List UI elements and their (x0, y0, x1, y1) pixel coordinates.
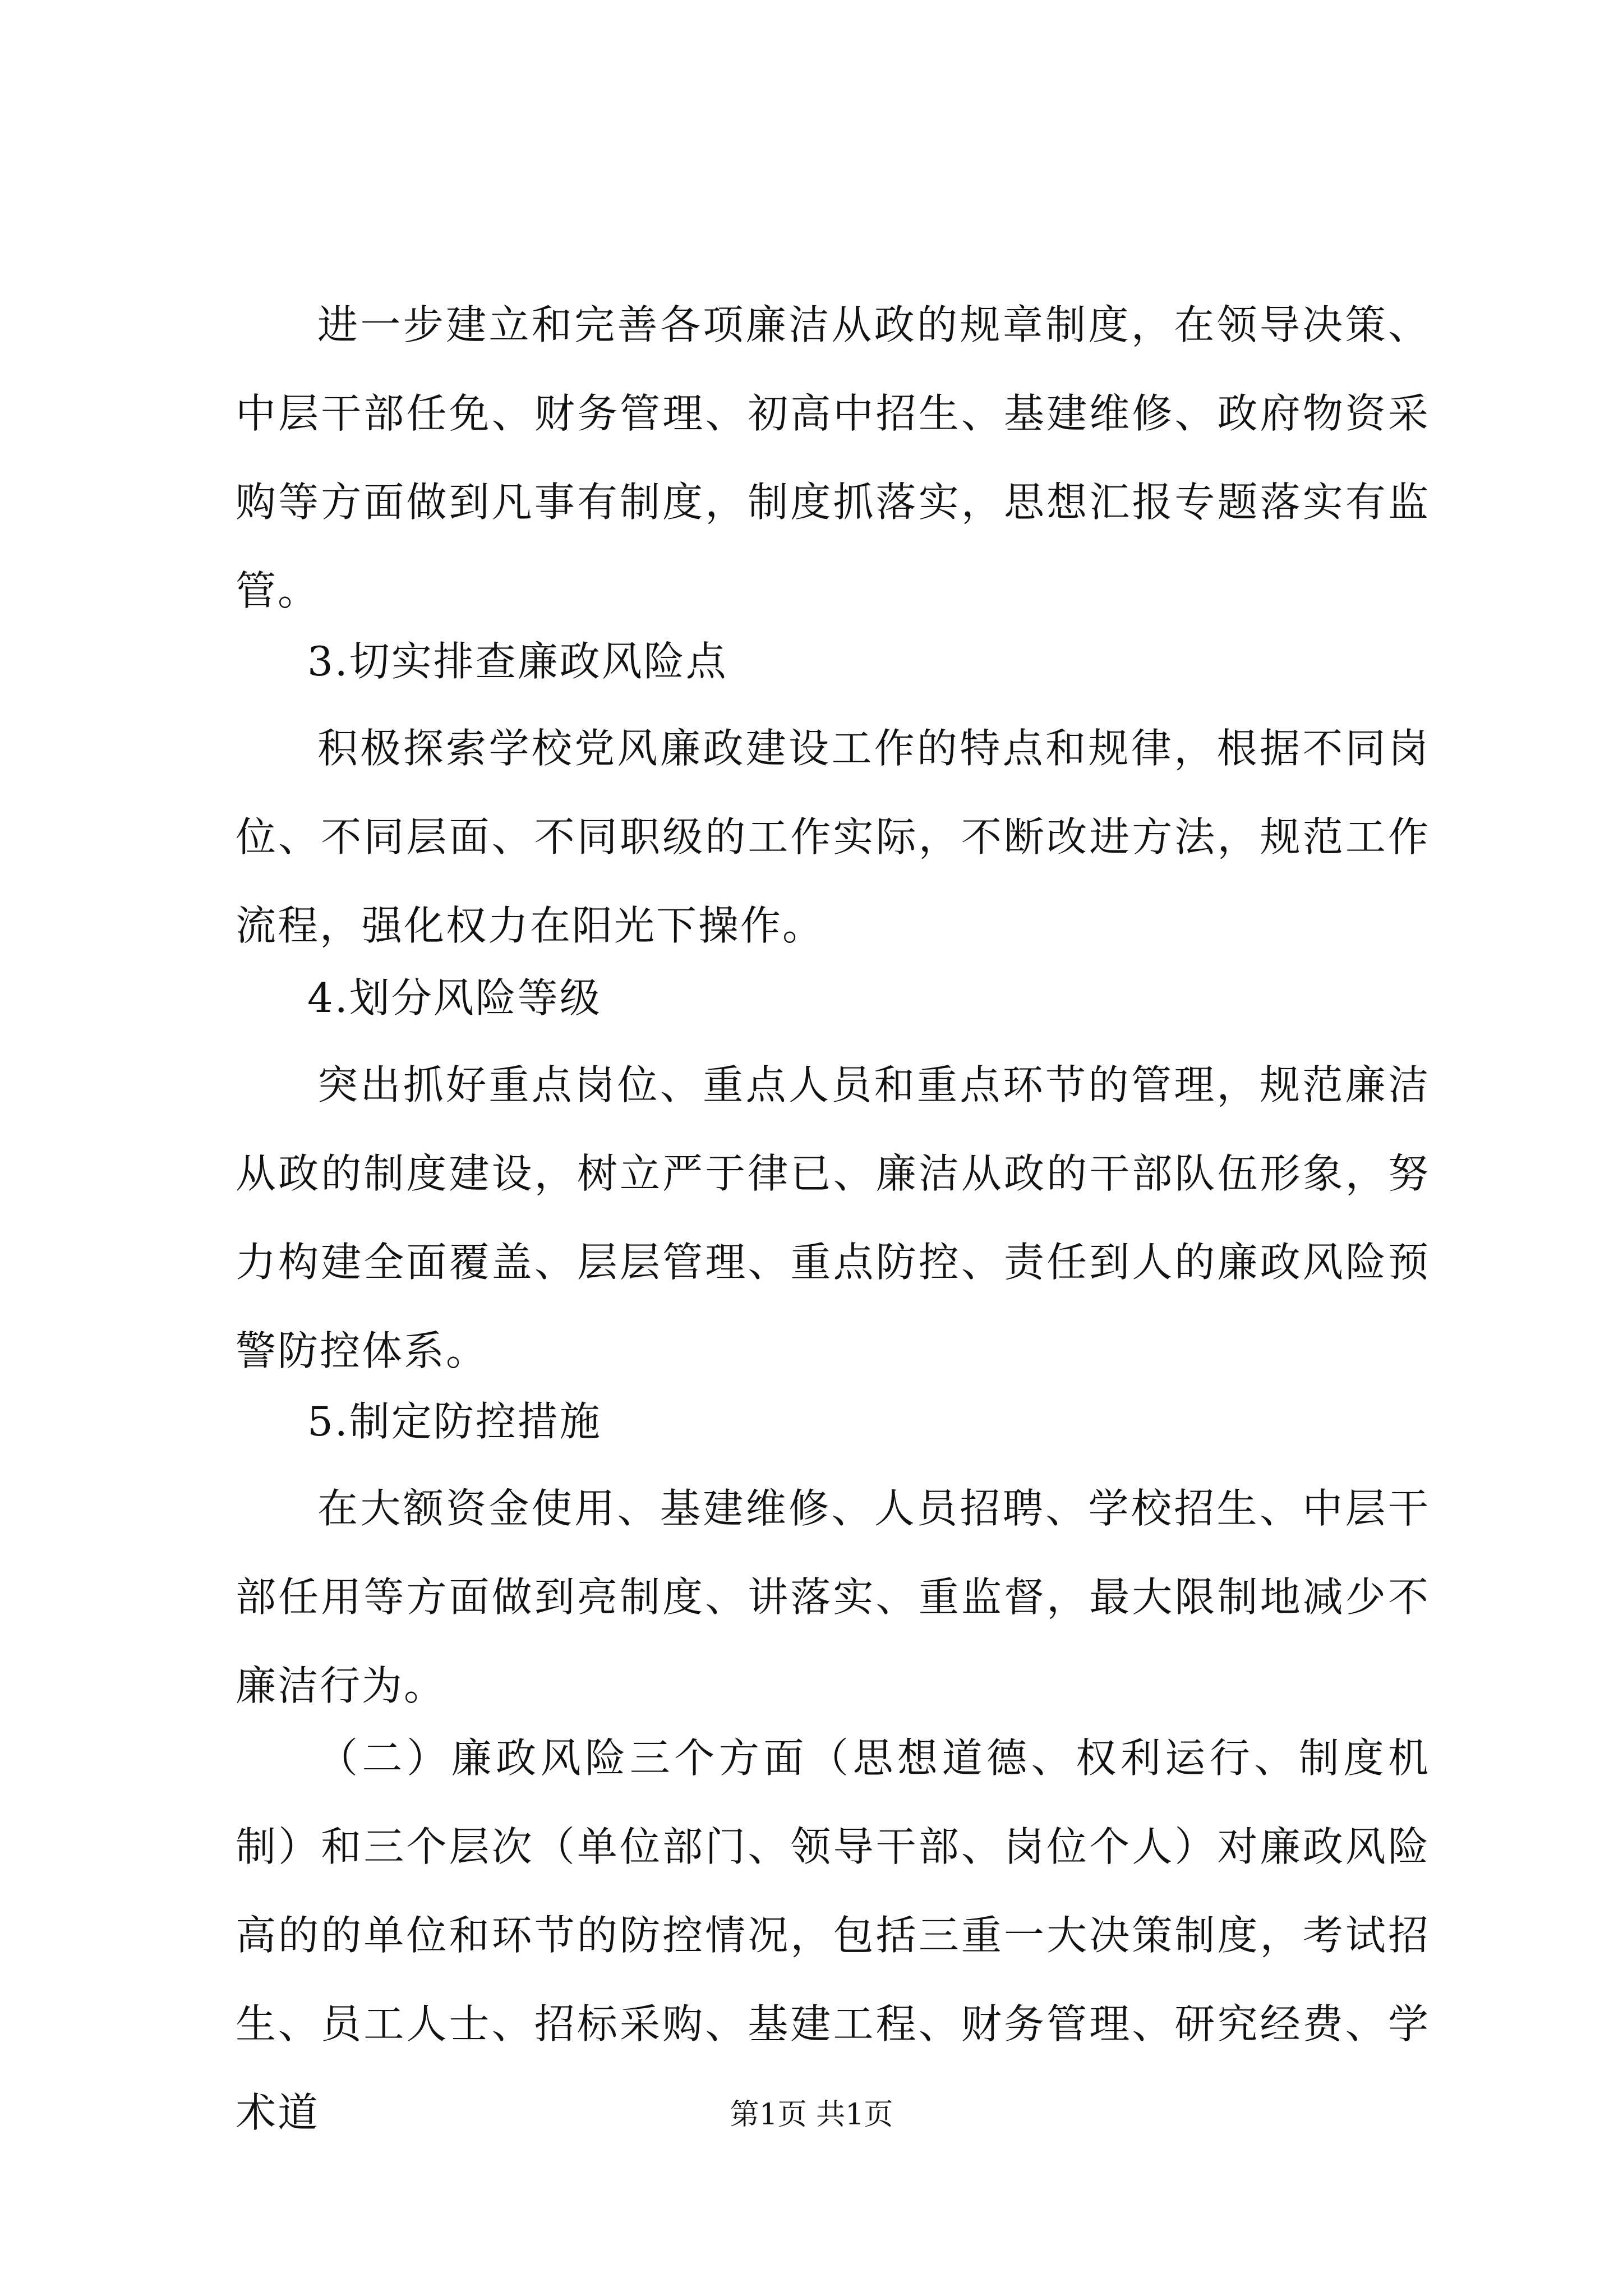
heading-section-5: 5.制定防控措施 (307, 1398, 602, 1445)
paragraph-risk-levels: 突出抓好重点岗位、重点人员和重点环节的管理，规范廉洁从政的制度建设，树立严于律已、廉洁从政的干部队伍形象，努力构建全面覆盖、层层管理、重点防控、责任到人的廉政风险预警防控体系。 (236, 1061, 1430, 1374)
paragraph-risk-investigation: 积极探索学校党风廉政建设工作的特点和规律，根据不同岗位、不同层面、不同职级的工作实际，不断改进方法，规范工作流程，强化权力在阳光下操作。 (236, 725, 1430, 949)
paragraph-regulations: 进一步建立和完善各项廉洁从政的规章制度，在领导决策、中层干部任免、财务管理、初高中招生、基建维修、政府物资采购等方面做到凡事有制度，制度抓落实，思想汇报专题落实有监管。 (236, 301, 1430, 614)
page-footer: 第1页 共1页 (730, 2098, 893, 2132)
heading-section-3: 3.切实排查廉政风险点 (307, 638, 728, 685)
paragraph-control-measures: 在大额资金使用、基建维修、人员招聘、学校招生、中层干部任用等方面做到亮制度、讲落实、重监督，最大限制地减少不廉洁行为。 (236, 1485, 1430, 1709)
paragraph-risk-aspects: （二）廉政风险三个方面（思想道德、权利运行、制度机制）和三个层次（单位部门、领导干部、岗位个人）对廉政风险高的的单位和环节的防控情况，包括三重一大决策制度，考试招生、员工人士、招标采购、基建工程、财务管理、研究经费、学术道 (236, 1734, 1430, 2136)
heading-section-4: 4.划分风险等级 (307, 974, 602, 1022)
